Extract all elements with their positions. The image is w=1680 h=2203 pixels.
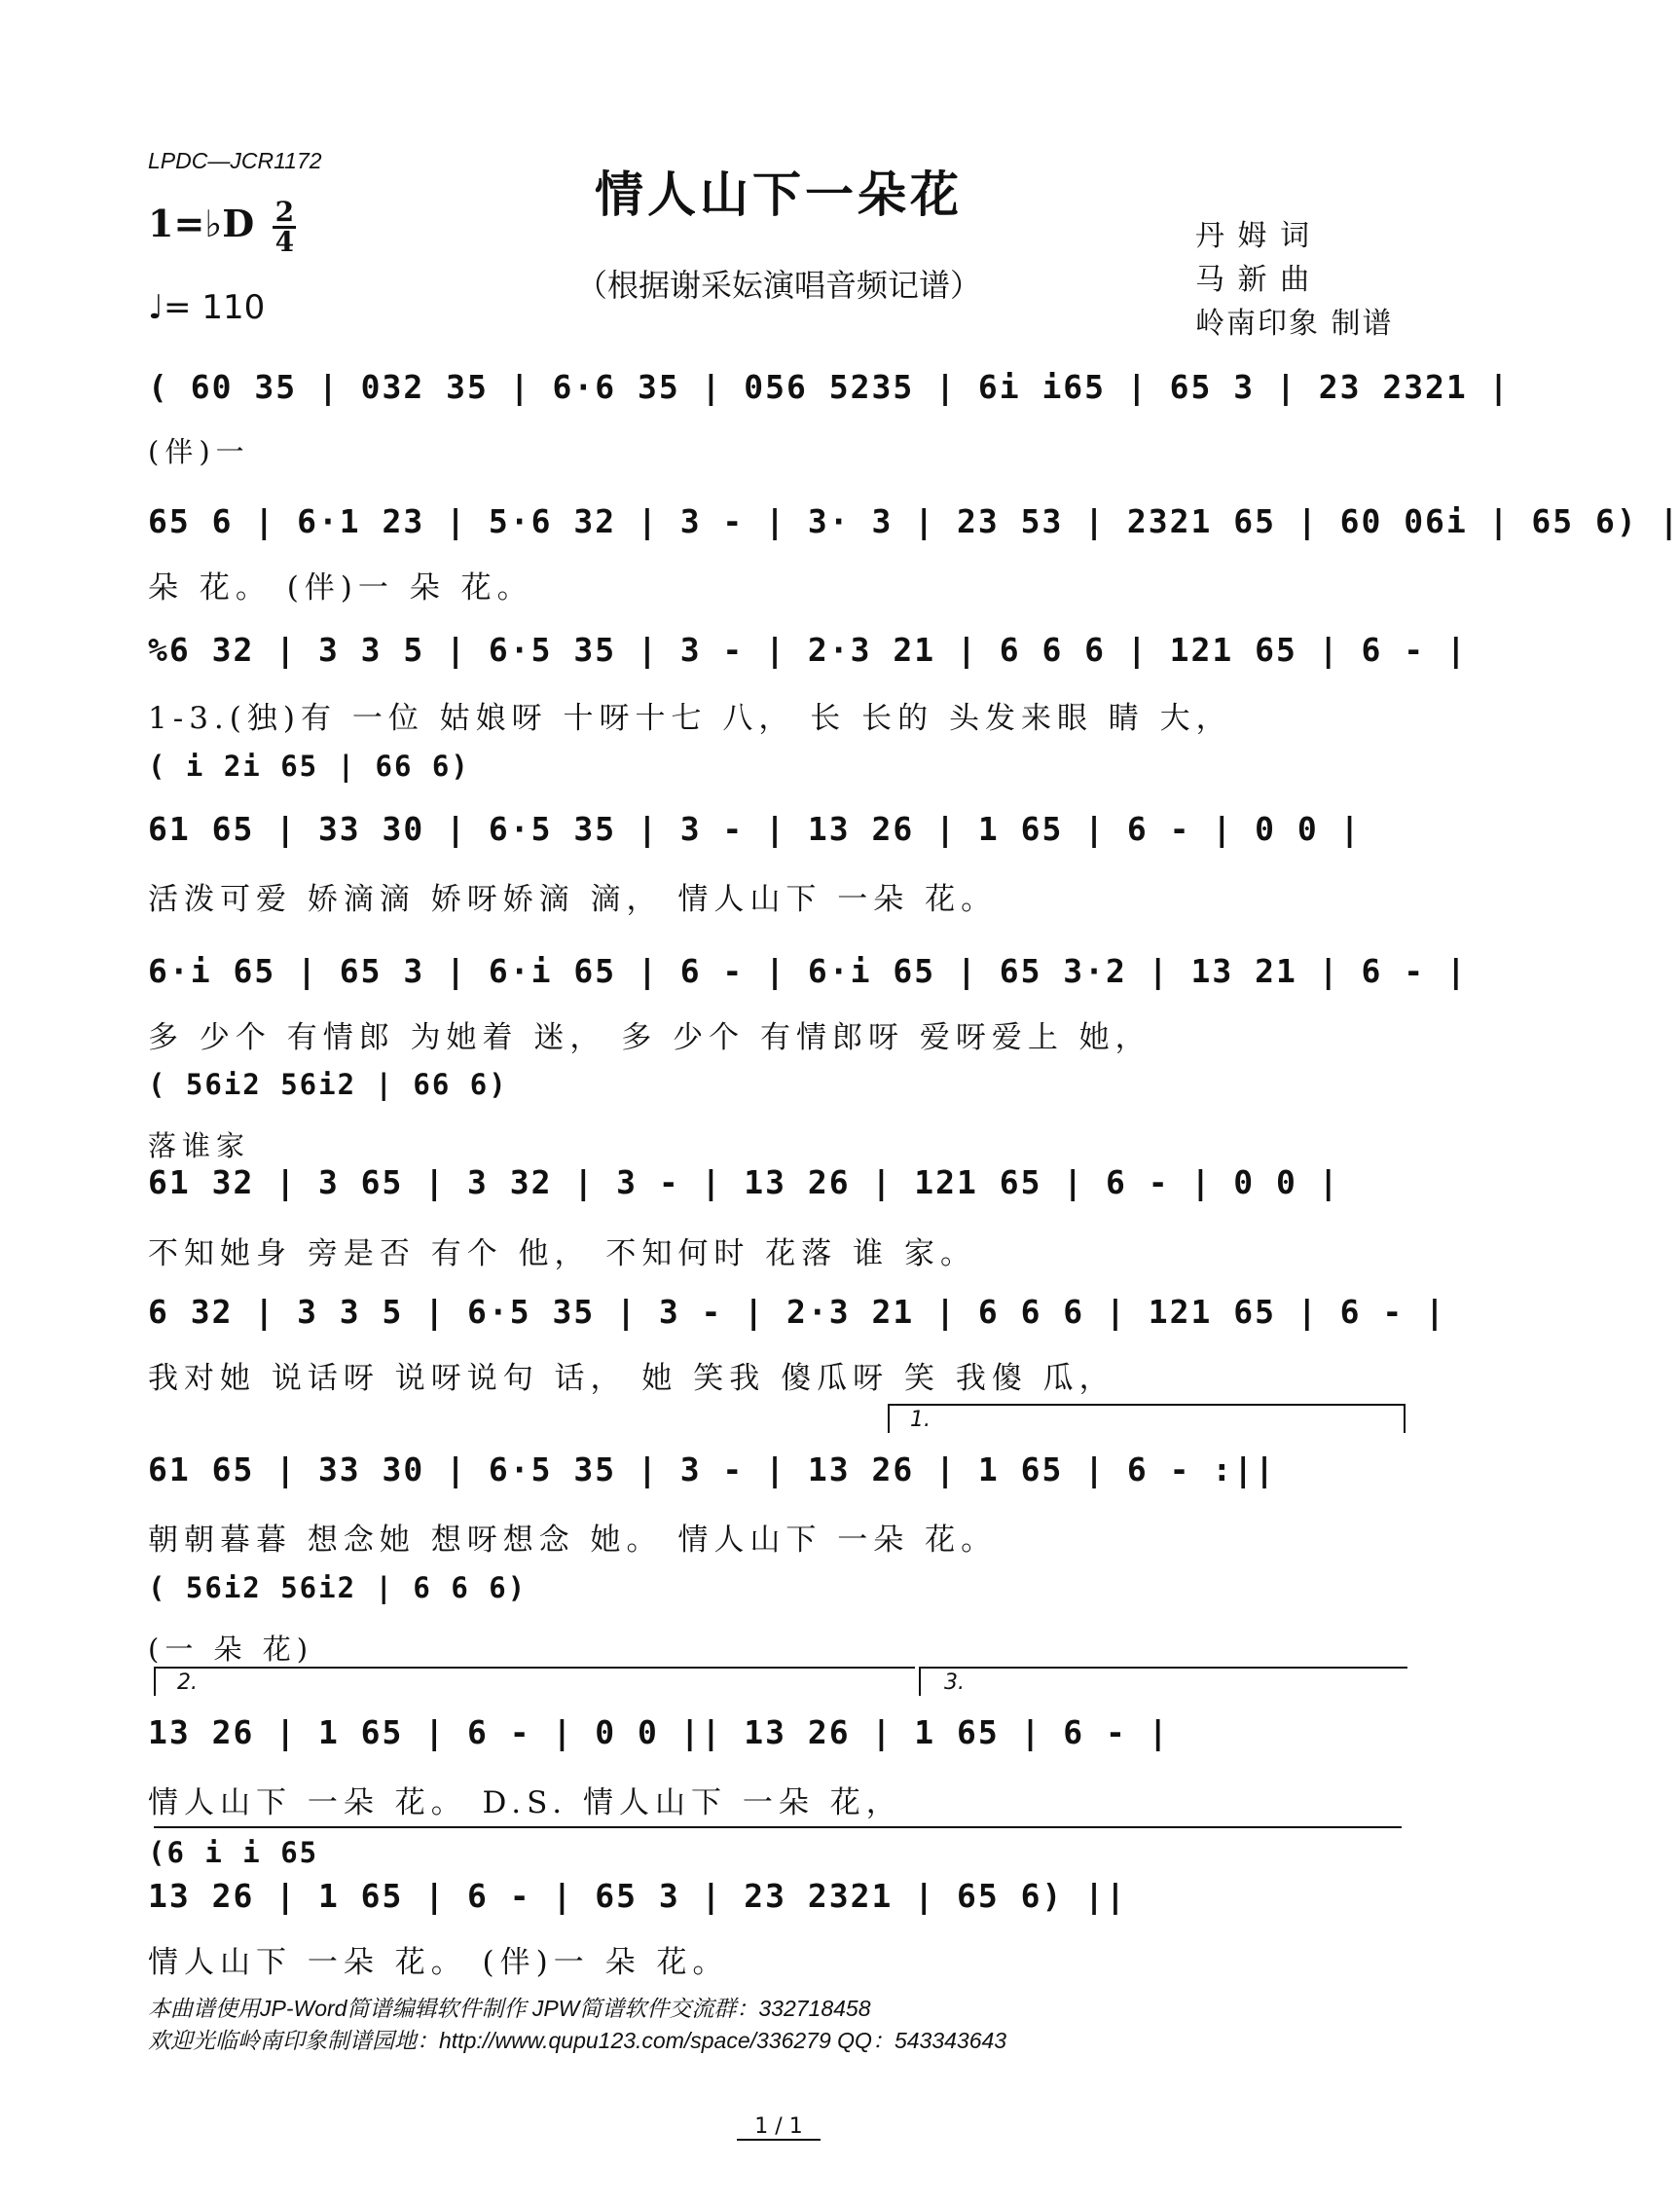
volta-bracket-2	[154, 1667, 915, 1696]
footer-line-1: 本曲谱使用JP-Word简谱编辑软件制作 JPW简谱软件交流群：332718458	[148, 1996, 871, 2021]
lyrics-row-9: 情人山下 一朵 花。 D.S. 情人山下 一朵 花，	[148, 1785, 902, 1820]
page-number	[0, 2114, 1557, 2139]
lyrics-row-8: 朝朝暮暮 想念她 想呀想念 她。 情人山下 一朵 花。	[148, 1523, 998, 1558]
volta-bracket-3	[919, 1667, 1407, 1696]
time-signature	[273, 196, 296, 258]
notes-row-8: 61 65 | 33 30 | 6·5 35 | 3 - | 13 26 | 1 65 | 6 - :||	[148, 1450, 1276, 1488]
notes-row-7: 6 32 | 3 3 5 | 6·5 35 | 3 - | 2·3 21 | 6 6 6 | 121 65 | 6 - |	[148, 1293, 1446, 1331]
lyricist-credit: 丹 姆 词	[1195, 219, 1312, 253]
notes-row-2: 65 6 | 6·1 23 | 5·6 32 | 3 - | 3· 3 | 23 53 | 2321 65 | 60 06i | 65 6) |	[148, 502, 1680, 540]
time-top: 2	[274, 196, 295, 228]
lyrics-row-7: 我对她 说话呀 说呀说句 话， 她 笑我 傻瓜呀 笑 我傻 瓜，	[148, 1361, 1115, 1396]
notes-row-1: ( 60 35 | 032 35 | 6·6 35 | 056 5235 | 6i i65 | 65 3 | 23 2321 |	[148, 368, 1511, 406]
page-number-text: 1 / 1	[737, 2114, 820, 2141]
volta-number-1: 1.	[910, 1408, 931, 1432]
footer	[148, 1993, 1006, 2057]
arranger-credit: 岭南印象 制谱	[1195, 307, 1394, 341]
notes-row-10-accomp: (6 i i 65	[148, 1836, 319, 1869]
key-label: 1=♭D	[148, 202, 255, 245]
score-code: LPDC—JCR1172	[148, 148, 322, 173]
page-title: 情人山下一朵花	[595, 165, 963, 223]
tempo-marking: ♩= 110	[148, 288, 266, 327]
notes-row-10: 13 26 | 1 65 | 6 - | 65 3 | 23 2321 | 65 6) ||	[148, 1877, 1127, 1915]
notes-row-3: %6 32 | 3 3 5 | 6·5 35 | 3 - | 2·3 21 | 6 6 6 | 121 65 | 6 - |	[148, 631, 1468, 669]
notes-row-5-accomp: ( 56i2 56i2 | 66 6)	[148, 1068, 508, 1101]
notes-row-5: 6·i 65 | 65 3 | 6·i 65 | 6 - | 6·i 65 | 65 3·2 | 13 21 | 6 - |	[148, 952, 1468, 990]
lyrics-row-10: 情人山下 一朵 花。 (伴)一 朵 花。	[148, 1945, 729, 1980]
notes-row-8-accomp: ( 56i2 56i2 | 6 6 6)	[148, 1571, 528, 1604]
time-bottom: 4	[274, 226, 295, 258]
key-signature	[148, 196, 296, 258]
lyrics-row-5: 多 少个 有情郎 为她着 迷， 多 少个 有情郎呀 爱呀爱上 她，	[148, 1020, 1151, 1055]
notes-row-9: 13 26 | 1 65 | 6 - | 0 0 || 13 26 | 1 65 | 6 - |	[148, 1713, 1170, 1751]
credits	[1195, 214, 1394, 346]
notes-row-6: 61 32 | 3 65 | 3 32 | 3 - | 13 26 | 121 65 | 6 - | 0 0 |	[148, 1163, 1340, 1201]
lyrics-row-8-accomp: (一 朵 花)	[148, 1633, 314, 1666]
volta-bracket-1	[888, 1404, 1406, 1433]
volta-number-2: 2.	[177, 1671, 198, 1695]
volta-number-3: 3.	[944, 1671, 965, 1695]
lyrics-row-6: 不知她身 旁是否 有个 他， 不知何时 花落 谁 家。	[148, 1236, 976, 1271]
subtitle: （根据谢采妘演唱音频记谱）	[575, 267, 981, 304]
composer-credit: 马 新 曲	[1195, 263, 1312, 297]
lyrics-row-4: 活泼可爱 娇滴滴 娇呀娇滴 滴， 情人山下 一朵 花。	[148, 882, 998, 917]
footer-line-2: 欢迎光临岭南印象制谱园地：http://www.qupu123.com/space/336279 QQ：543343643	[148, 2028, 1007, 2053]
notes-row-3-accomp: ( i 2i 65 | 66 6)	[148, 750, 470, 783]
lyrics-row-5-accomp: 落谁家	[148, 1129, 251, 1162]
notes-row-4: 61 65 | 33 30 | 6·5 35 | 3 - | 13 26 | 1 65 | 6 - | 0 0 |	[148, 810, 1362, 848]
lyrics-row-1: (伴)一	[148, 435, 250, 468]
lyrics-row-3: 1-3.(独)有 一位 姑娘呀 十呀十七 八， 长 长的 头发来眼 睛 大，	[148, 701, 1232, 736]
lyrics-row-2: 朵 花。 (伴)一 朵 花。	[148, 570, 533, 606]
